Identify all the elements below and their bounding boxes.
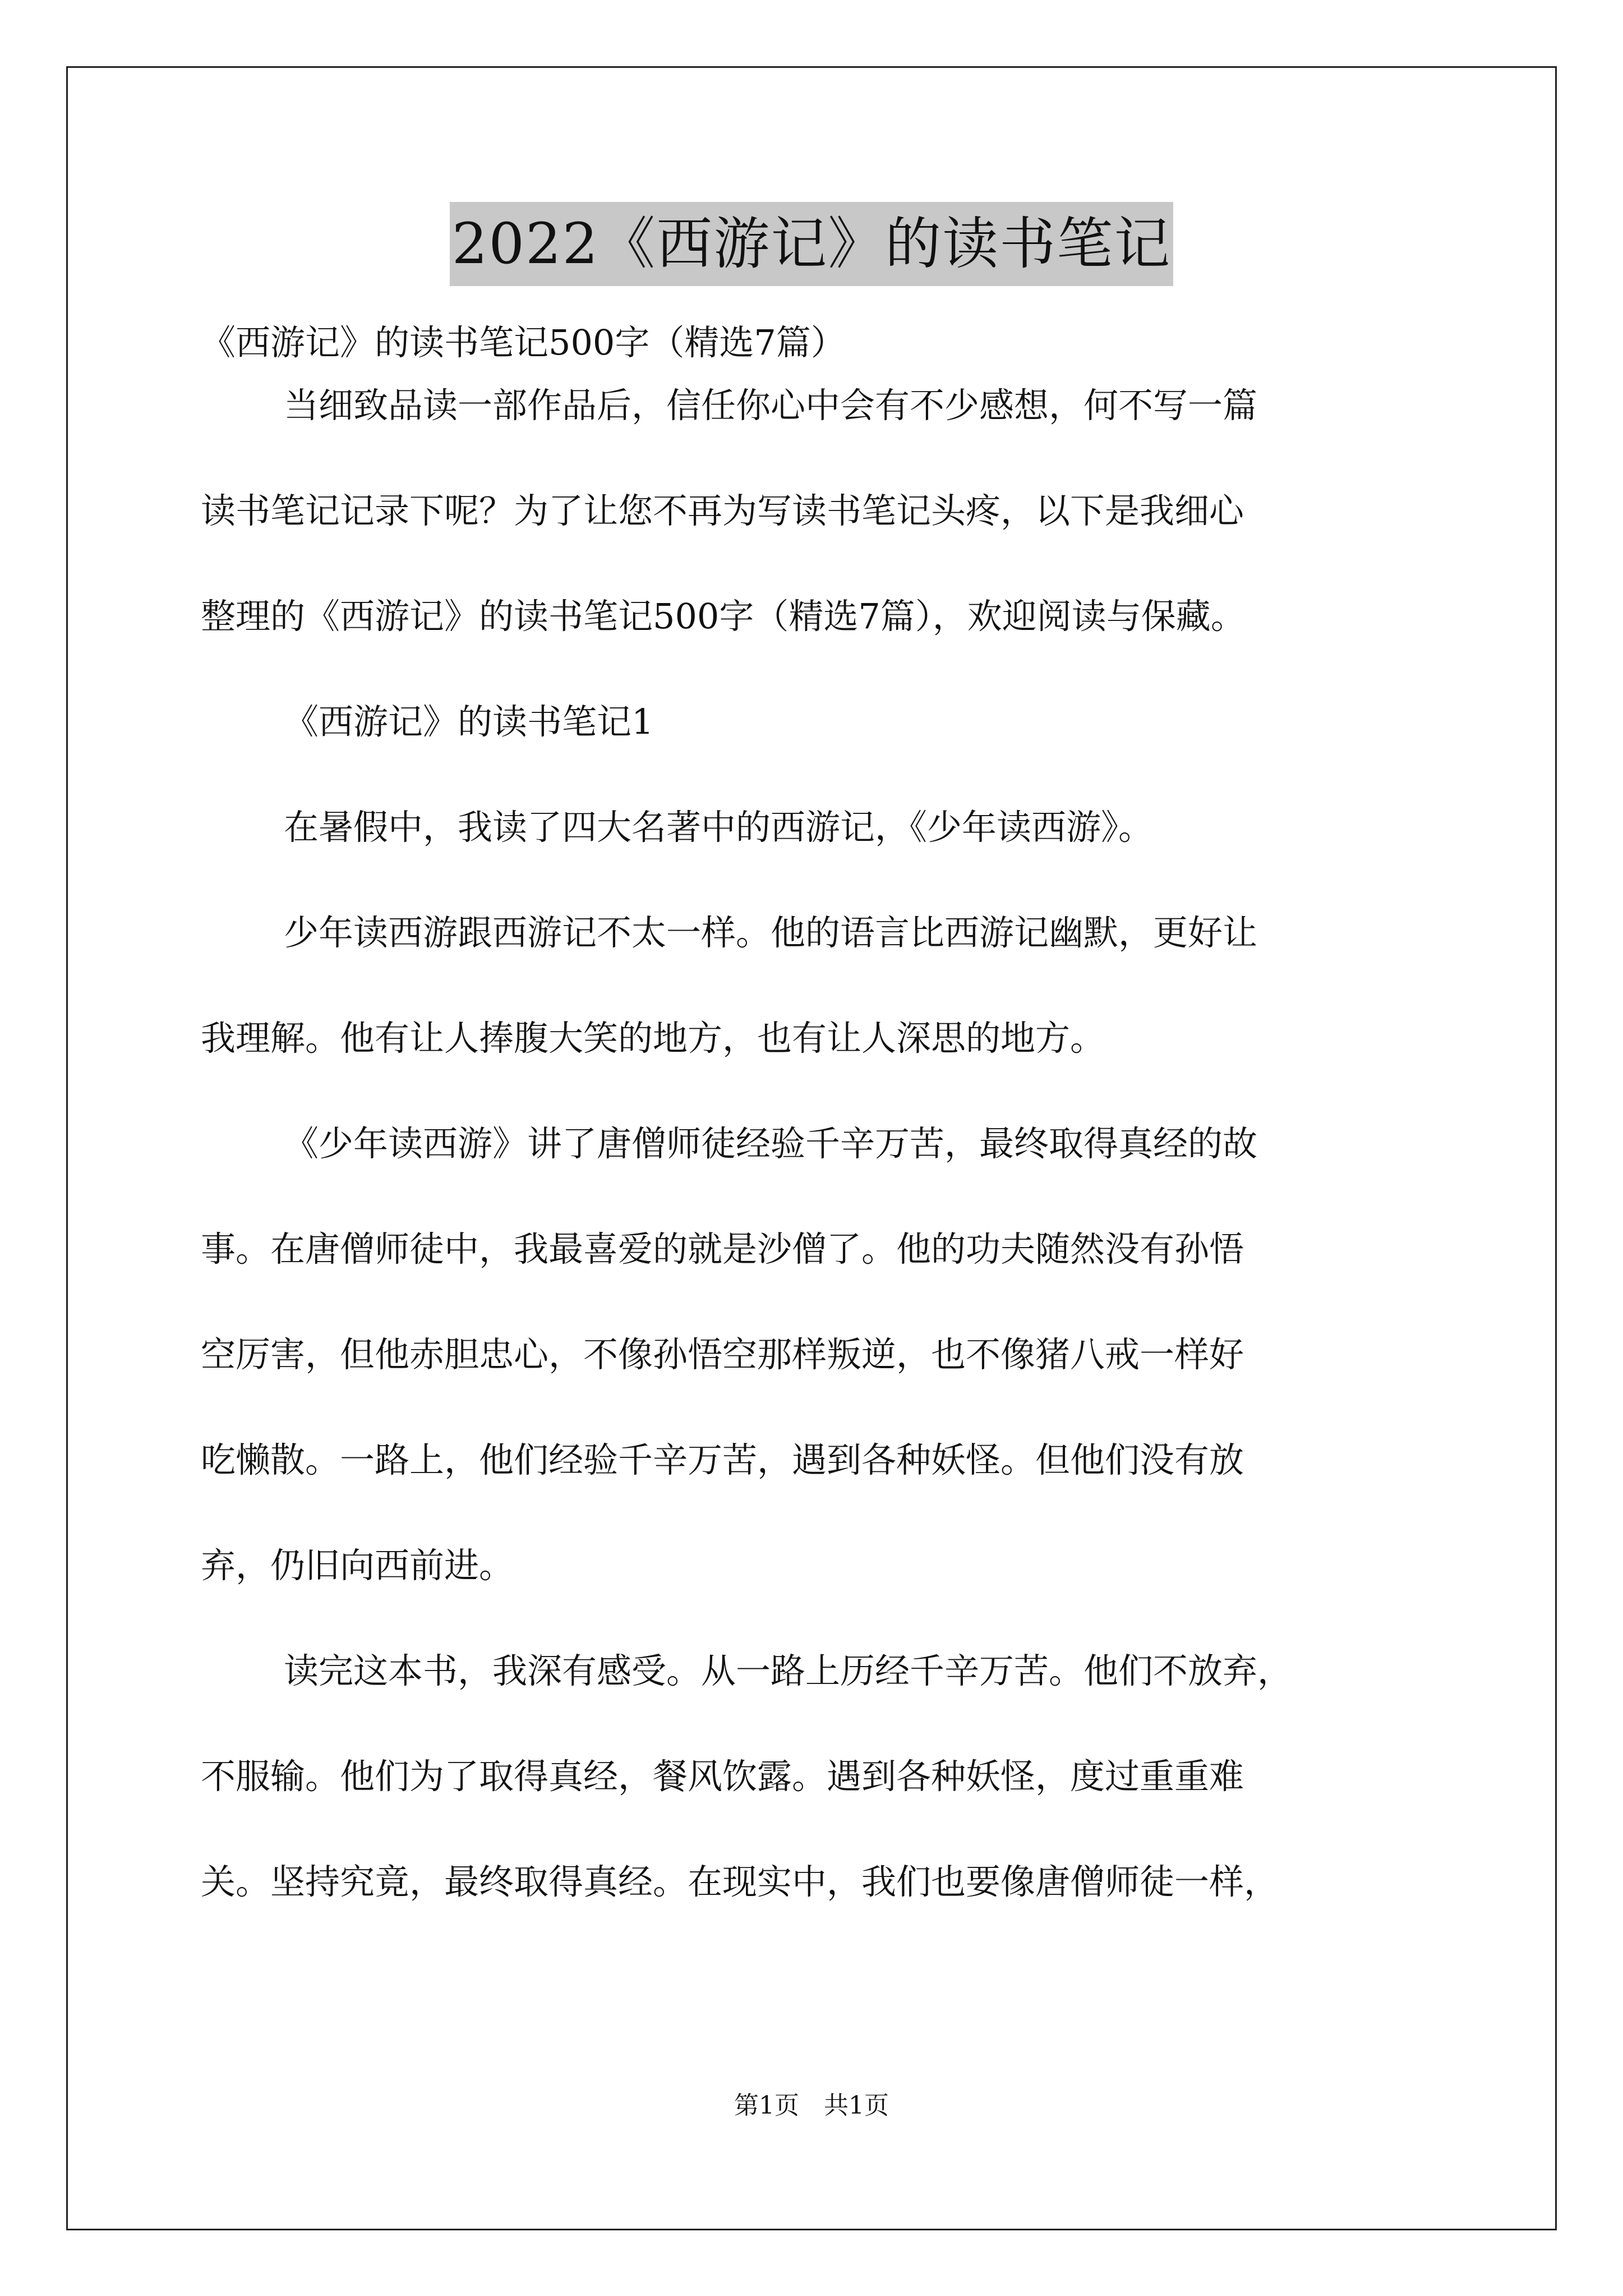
document-subtitle: 《西游记》的读书笔记500字（精选7篇） <box>201 322 846 363</box>
paragraph-line: 在暑假中，我读了四大名著中的西游记，《少年读西游》。 <box>284 807 1154 848</box>
document-body <box>201 296 1435 1908</box>
paragraph-line: 我理解。他有让人捧腹大笑的地方，也有让人深思的地方。 <box>201 1018 1105 1059</box>
document-title: 2022《西游记》的读书笔记 <box>450 202 1174 286</box>
paragraph-story <box>201 1117 1435 1592</box>
paragraph-line: 当细致品读一部作品后，信任你心中会有不少感想，何不写一篇 <box>284 385 1258 426</box>
paragraph-line: 读书笔记记录下呢？为了让您不再为写读书笔记头疼，以下是我细心 <box>201 490 1244 531</box>
paragraph-line: 读完这本书，我深有感受。从一路上历经千辛万苦。他们不放弃， <box>284 1650 1293 1691</box>
paragraph-line: 不服输。他们为了取得真经，餐风饮露。遇到各种妖怪，度过重重难 <box>201 1756 1244 1797</box>
paragraph-summer <box>201 801 1435 854</box>
paragraph-line: 少年读西游跟西游记不太一样。他的语言比西游记幽默，更好让 <box>284 912 1258 953</box>
title-container <box>0 202 1623 286</box>
paragraph-reflection <box>201 1645 1435 1908</box>
paragraph-line: 关。坚持究竟，最终取得真经。在现实中，我们也要像唐僧师徒一样， <box>201 1861 1279 1902</box>
section-heading <box>201 696 1435 748</box>
paragraph-line: 事。在唐僧师徒中，我最喜爱的就是沙僧了。他的功夫随然没有孙悟 <box>201 1228 1244 1269</box>
paragraph-line: 整理的《西游记》的读书笔记500字（精选7篇），欢迎阅读与保藏。 <box>201 596 1246 637</box>
paragraph-intro <box>201 379 1435 643</box>
paragraph-line: 《少年读西游》讲了唐僧师徒经验千辛万苦，最终取得真经的故 <box>284 1123 1258 1164</box>
section-heading-line: 《西游记》的读书笔记1 <box>284 701 654 742</box>
page-footer: 第1页 共1页 <box>734 2091 889 2120</box>
paragraph-difference <box>201 907 1435 1065</box>
paragraph-line: 吃懒散。一路上，他们经验千辛万苦，遇到各种妖怪。但他们没有放 <box>201 1439 1244 1480</box>
paragraph-line: 空厉害，但他赤胆忠心，不像孙悟空那样叛逆，也不像猪八戒一样好 <box>201 1334 1244 1375</box>
paragraph-line: 弃，仍旧向西前进。 <box>201 1545 514 1586</box>
